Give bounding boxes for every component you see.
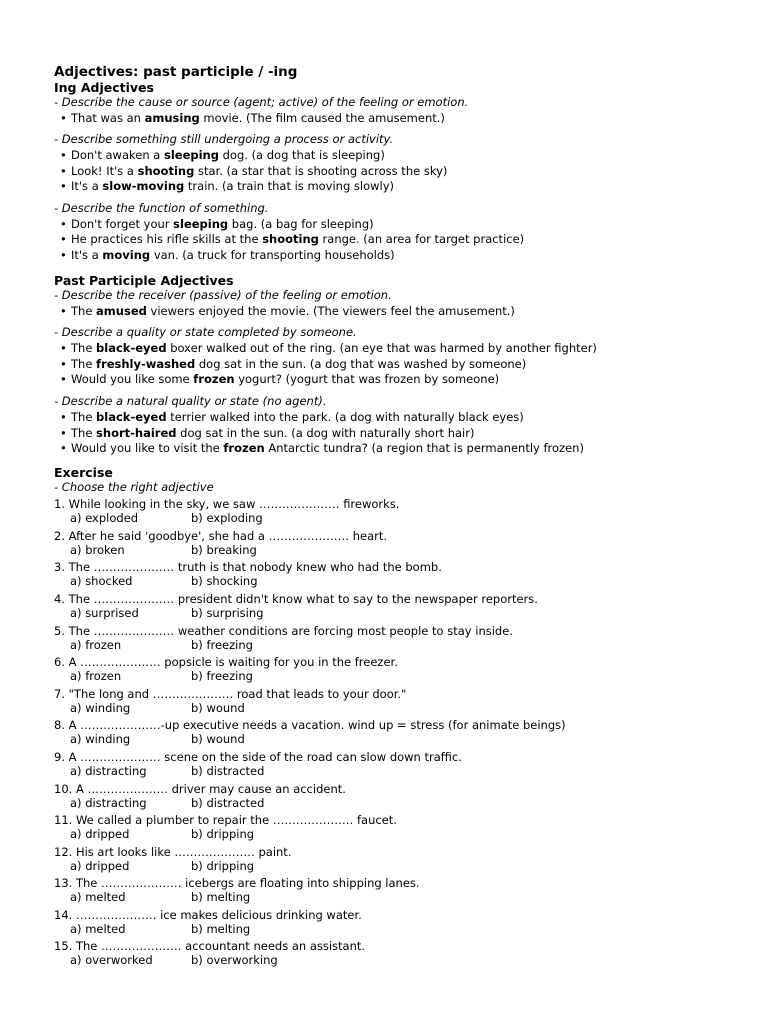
- example-item: [54, 341, 728, 357]
- bullet-icon: •: [60, 372, 67, 387]
- exercise-question-12: [54, 845, 728, 873]
- example-text: It's a: [71, 248, 103, 263]
- exercise-question-14: [54, 908, 728, 936]
- option-a: a) shocked: [70, 574, 133, 589]
- example-text: terrier walked into the park. (a dog with naturally black eyes): [166, 409, 524, 424]
- exercise-question-10: [54, 782, 728, 810]
- example-text: boxer walked out of the ring. (an eye that was harmed by another fighter): [166, 340, 597, 355]
- option-a: a) melted: [70, 921, 126, 936]
- option-a: a) distracting: [70, 763, 147, 778]
- option-b: b) overworking: [191, 953, 278, 968]
- ing-group-2-list: [54, 148, 728, 195]
- ing-group-1-list: [54, 111, 728, 127]
- question-text: 5. The ………………… weather conditions are forcing most people to stay inside.: [54, 623, 513, 638]
- example-adjective: sleeping: [163, 147, 219, 162]
- bullet-icon: •: [60, 179, 67, 194]
- exercise-question-2: [54, 529, 728, 557]
- option-a: a) dripped: [70, 827, 130, 842]
- example-text: Don't forget your: [71, 216, 174, 231]
- exercise-question-15: [54, 939, 728, 967]
- bullet-icon: •: [60, 425, 67, 440]
- example-adjective: moving: [102, 248, 151, 263]
- bullet-icon: •: [60, 303, 67, 318]
- answer-options: [54, 859, 728, 873]
- answer-options: [54, 922, 728, 936]
- bullet-icon: •: [60, 163, 67, 178]
- answer-options: [54, 953, 728, 967]
- answer-options: [54, 669, 728, 683]
- bullet-icon: •: [60, 441, 67, 456]
- exercise-question-5: [54, 624, 728, 652]
- option-b: b) breaking: [191, 542, 257, 557]
- exercise-question-11: [54, 813, 728, 841]
- example-text: Antarctic tundra? (a region that is permanently frozen): [264, 441, 584, 456]
- example-text: That was an: [71, 110, 145, 125]
- ing-group-1-description: - Describe the cause or source (agent; active) of the feeling or emotion.: [54, 95, 469, 109]
- option-a: a) surprised: [70, 605, 139, 620]
- example-adjective: shooting: [137, 163, 195, 178]
- option-a: a) frozen: [70, 669, 122, 684]
- example-adjective: frozen: [193, 372, 235, 387]
- example-text: range. (an area for target practice): [318, 232, 525, 247]
- question-text: 9. A ………………… scene on the side of the road can slow down traffic.: [54, 749, 462, 764]
- past-participle-section: [54, 273, 728, 457]
- example-adjective: amusing: [144, 110, 200, 125]
- option-a: a) winding: [70, 732, 131, 747]
- ing-group-2-description: - Describe something still undergoing a process or activity.: [54, 132, 394, 147]
- example-adjective: frozen: [223, 441, 265, 456]
- pp-group-2-description: - Describe a quality or state completed by someone.: [54, 325, 357, 340]
- ing-group-2: [54, 132, 728, 195]
- bullet-icon: •: [60, 356, 67, 371]
- answer-options: [54, 606, 728, 620]
- answer-options: [54, 701, 728, 715]
- exercise-question-9: [54, 750, 728, 778]
- past-participle-heading: Past Participle Adjectives: [54, 273, 234, 289]
- answer-options: [54, 574, 728, 588]
- question-text: 6. A ………………… popsicle is waiting for you in the freezer.: [54, 655, 398, 670]
- example-text: bag. (a bag for sleeping): [228, 216, 374, 231]
- option-b: b) distracted: [191, 795, 265, 810]
- example-text: star. (a star that is shooting across the sky): [194, 163, 448, 178]
- option-a: a) winding: [70, 700, 131, 715]
- example-item: [54, 426, 728, 442]
- example-adjective: black-eyed: [96, 409, 167, 424]
- answer-options: [54, 764, 728, 778]
- example-item: [54, 248, 728, 264]
- ing-group-1: [54, 95, 728, 126]
- bullet-icon: •: [60, 110, 67, 125]
- bullet-icon: •: [60, 340, 67, 355]
- example-item: [54, 372, 728, 388]
- example-item: [54, 148, 728, 164]
- example-text: The: [71, 356, 97, 371]
- answer-options: [54, 796, 728, 810]
- option-b: b) distracted: [191, 763, 265, 778]
- page-title: Adjectives: past participle / -ing: [54, 64, 298, 80]
- option-a: a) melted: [70, 890, 126, 905]
- answer-options: [54, 890, 728, 904]
- bullet-icon: •: [60, 248, 67, 263]
- example-text: The: [71, 425, 97, 440]
- answer-options: [54, 638, 728, 652]
- example-item: [54, 179, 728, 195]
- option-a: a) distracting: [70, 795, 147, 810]
- ing-group-3-description: - Describe the function of something.: [54, 201, 269, 216]
- question-text: 1. While looking in the sky, we saw ………………… fireworks.: [54, 497, 400, 512]
- bullet-icon: •: [60, 216, 67, 231]
- example-adjective: sleeping: [173, 216, 229, 231]
- pp-group-2-list: [54, 341, 728, 388]
- example-text: yogurt? (yogurt that was frozen by someone): [234, 372, 500, 387]
- example-item: [54, 217, 728, 233]
- pp-group-3-list: [54, 410, 728, 457]
- example-text: It's a: [71, 179, 103, 194]
- example-text: dog sat in the sun. (a dog with naturally short hair): [176, 425, 475, 440]
- exercise-question-1: [54, 497, 728, 525]
- bullet-icon: •: [60, 147, 67, 162]
- exercise-question-13: [54, 876, 728, 904]
- example-adjective: freshly-washed: [96, 356, 196, 371]
- example-item: [54, 111, 728, 127]
- question-text: 10. A ………………… driver may cause an accident.: [54, 781, 346, 796]
- ing-group-3: [54, 201, 728, 264]
- example-item: [54, 441, 728, 457]
- question-text: 3. The ………………… truth is that nobody knew who had the bomb.: [54, 560, 442, 575]
- exercise-question-6: [54, 655, 728, 683]
- option-b: b) shocking: [191, 574, 258, 589]
- answer-options: [54, 827, 728, 841]
- example-adjective: short-haired: [96, 425, 177, 440]
- example-text: Would you like to visit the: [71, 441, 224, 456]
- bullet-icon: •: [60, 232, 67, 247]
- answer-options: [54, 732, 728, 746]
- example-adjective: amused: [96, 303, 147, 318]
- option-a: a) frozen: [70, 637, 122, 652]
- question-text: 8. A …………………-up executive needs a vacation. wind up = stress (for animate beings): [54, 718, 566, 733]
- option-a: a) broken: [70, 542, 125, 557]
- answer-options: [54, 511, 728, 525]
- example-text: dog sat in the sun. (a dog that was washed by someone): [195, 356, 527, 371]
- pp-group-1-list: [54, 304, 728, 320]
- question-text: 12. His art looks like ………………… paint.: [54, 844, 292, 859]
- exercise-heading: Exercise: [54, 465, 113, 481]
- example-item: [54, 304, 728, 320]
- exercise-question-7: [54, 687, 728, 715]
- question-text: 13. The ………………… icebergs are floating into shipping lanes.: [54, 876, 420, 891]
- option-b: b) wound: [191, 700, 245, 715]
- ing-adjectives-section: [54, 80, 728, 264]
- example-item: [54, 410, 728, 426]
- bullet-icon: •: [60, 409, 67, 424]
- example-text: Don't awaken a: [71, 147, 164, 162]
- example-text: The: [71, 303, 97, 318]
- question-text: 11. We called a plumber to repair the ………………… faucet.: [54, 813, 397, 828]
- question-text: 7. "The long and ………………… road that leads to your door.": [54, 686, 407, 701]
- exercise-instructions: - Choose the right adjective: [54, 480, 214, 495]
- option-a: a) overworked: [70, 953, 153, 968]
- pp-group-3: [54, 394, 728, 457]
- example-text: van. (a truck for transporting households): [150, 248, 395, 263]
- option-b: b) freezing: [191, 637, 253, 652]
- example-text: The: [71, 409, 97, 424]
- exercise-section: [54, 466, 728, 967]
- option-b: b) exploding: [191, 511, 263, 526]
- option-b: b) freezing: [191, 669, 253, 684]
- pp-group-1-description: - Describe the receiver (passive) of the feeling or emotion.: [54, 288, 392, 303]
- example-text: Would you like some: [71, 372, 194, 387]
- example-text: movie. (The film caused the amusement.): [199, 110, 445, 125]
- example-text: Look! It's a: [71, 163, 138, 178]
- example-adjective: slow-moving: [102, 179, 185, 194]
- option-b: b) wound: [191, 732, 245, 747]
- example-item: [54, 357, 728, 373]
- answer-options: [54, 543, 728, 557]
- option-b: b) surprising: [191, 605, 264, 620]
- question-text: 2. After he said 'goodbye', she had a ………………… heart.: [54, 528, 388, 543]
- example-adjective: black-eyed: [96, 340, 167, 355]
- option-b: b) dripping: [191, 858, 255, 873]
- question-text: 15. The ………………… accountant needs an assistant.: [54, 939, 366, 954]
- pp-group-1: [54, 288, 728, 319]
- question-text: 4. The ………………… president didn't know what to say to the newspaper reporters.: [54, 591, 538, 606]
- example-text: He practices his rifle skills at the: [71, 232, 263, 247]
- example-text: The: [71, 340, 97, 355]
- option-a: a) dripped: [70, 858, 130, 873]
- question-text: 14. ………………… ice makes delicious drinking water.: [54, 907, 362, 922]
- option-b: b) melting: [191, 921, 251, 936]
- exercise-question-8: [54, 718, 728, 746]
- example-text: viewers enjoyed the movie. (The viewers feel the amusement.): [146, 303, 515, 318]
- example-item: [54, 164, 728, 180]
- example-item: [54, 232, 728, 248]
- example-adjective: shooting: [262, 232, 319, 247]
- exercise-question-4: [54, 592, 728, 620]
- ing-group-3-list: [54, 217, 728, 264]
- example-text: train. (a train that is moving slowly): [184, 179, 395, 194]
- example-text: dog. (a dog that is sleeping): [218, 147, 385, 162]
- option-a: a) exploded: [70, 511, 139, 526]
- pp-group-3-description: - Describe a natural quality or state (no agent).: [54, 394, 327, 409]
- pp-group-2: [54, 325, 728, 388]
- option-b: b) dripping: [191, 827, 255, 842]
- exercise-question-3: [54, 560, 728, 588]
- ing-adjectives-heading: Ing Adjectives: [54, 80, 154, 95]
- option-b: b) melting: [191, 890, 251, 905]
